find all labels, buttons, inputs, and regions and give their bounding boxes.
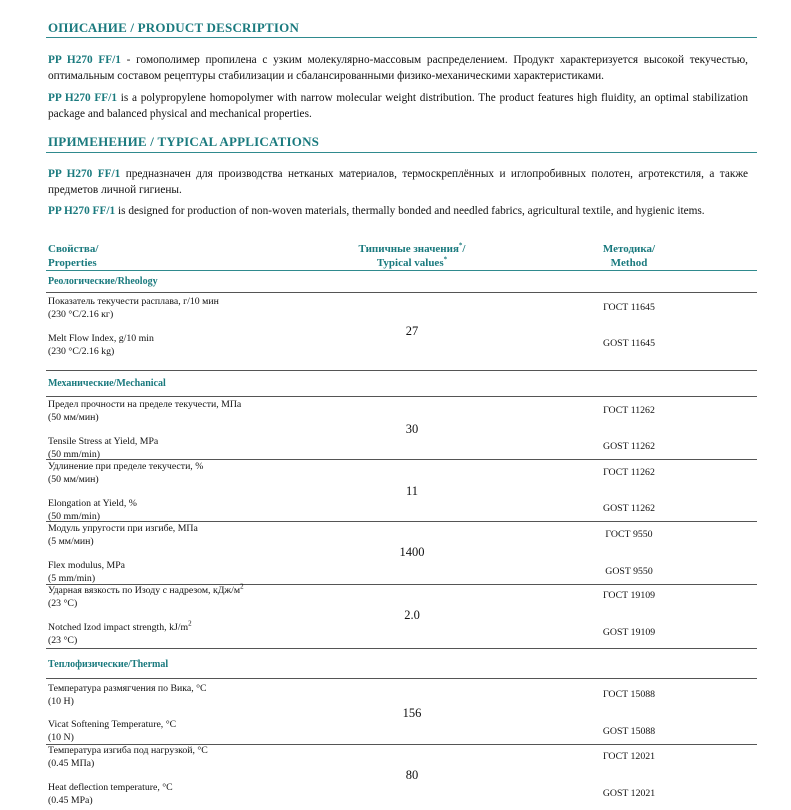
property-en: Vicat Softening Temperature, °С (10 N) (48, 719, 177, 743)
method-en: GOST 9550 (605, 566, 653, 577)
property-ru: Ударная вязкость по Изоду с надрезом, кДж/$м^2$ (23 °С) (48, 582, 244, 609)
group-mechanical: Механические/Mechanical (48, 378, 166, 389)
group-thermal: Теплофизические/Thermal (48, 659, 169, 670)
typical-value: 11 (405, 484, 419, 498)
method-en: GOST 12021 (602, 788, 656, 799)
typical-value: 2.0 (404, 608, 420, 622)
property-en: Notched Izod impact strength, $kJ/m^2$ (23 °С) (48, 619, 192, 646)
property-ru: Удлинение при пределе текучести, % (50 мм/мин) (48, 461, 204, 485)
method-en: GOST 11262 (603, 441, 655, 452)
product-name: PP H270 FF/1 (48, 205, 116, 217)
applications-divider (46, 152, 757, 153)
applications-heading: ПРИМЕНЕНИЕ / TYPICAL APPLICATIONS (48, 134, 320, 149)
product-name: PP H270 FF/1 (48, 168, 121, 180)
method-ru: ГОСТ 19109 (602, 590, 656, 601)
method-en: GOST 11262 (603, 503, 655, 514)
product-name: PP H270 FF/1 (48, 54, 121, 66)
method-ru: ГОСТ 9550 (605, 529, 653, 540)
property-ru: Температура изгиба под нагрузкой, °С (0.45 МПа) (48, 745, 208, 769)
col-header-method: Методика/ Method (602, 243, 656, 269)
property-ru: Модуль упругости при изгибе, МПа (5 мм/мин) (48, 523, 198, 547)
property-en: Elongation at Yield, % (50 mm/min) (48, 498, 137, 522)
property-ru: Показатель текучести расплава, г/10 мин (230 °С/2.16 кг) (48, 296, 219, 320)
typical-value: 30 (405, 422, 419, 436)
typical-value: 156 (402, 706, 422, 720)
typical-value: 80 (405, 768, 419, 782)
product-name: PP H270 FF/1 (48, 92, 117, 104)
method-ru: ГОСТ 11262 (603, 405, 655, 416)
property-en: Heat deflection temperature, °С (0.45 MPa) (48, 782, 173, 806)
method-en: GOST 15088 (602, 726, 656, 737)
typical-value: 1400 (399, 545, 425, 559)
description-heading: ОПИСАНИЕ / PRODUCT DESCRIPTION (48, 20, 300, 35)
description-ru: PP H270 FF/1 - гомополимер пропилена с узким молекулярно-массовым распределением. Продукт характеризуется высокой текучестью, оптимальным составом рецептуры стабилизации и сбалансированными физико-механическими характеристиками. (48, 54, 748, 82)
applications-en: PP H270 FF/1 is designed for production of non-woven materials, thermally bonded and needled fabrics, agricultural textile, and hygienic items. (48, 205, 705, 217)
typical-value: 27 (405, 324, 419, 338)
method-ru: ГОСТ 12021 (602, 751, 656, 762)
method-ru: ГОСТ 11262 (603, 467, 655, 478)
description-divider (46, 37, 757, 38)
property-en: Tensile Stress at Yield, MPa (50 mm/min) (48, 436, 159, 460)
col-header-typical-values: Типичные значения*/ Typical values* (358, 241, 466, 269)
property-ru: Температура размягчения по Вика, °С (10 Н) (48, 683, 207, 707)
property-en: Melt Flow Index, g/10 min (230 °С/2.16 kg) (48, 333, 154, 357)
method-en: GOST 19109 (602, 627, 656, 638)
table-header-divider (46, 270, 757, 271)
property-ru: Предел прочности на пределе текучести, МПа (50 мм/мин) (48, 399, 242, 423)
description-en: PP H270 FF/1 is a polypropylene homopolymer with narrow molecular weight distribution. The product features high fluidity, an optimal stabilization package and balanced physical and mechanical properties. (48, 92, 748, 120)
col-header-properties: Свойства/ Properties (48, 243, 99, 269)
method-ru: ГОСТ 15088 (602, 689, 656, 700)
method-ru: ГОСТ 11645 (603, 302, 655, 313)
method-en: GOST 11645 (603, 338, 655, 349)
applications-ru: PP H270 FF/1 предназначен для производства нетканых материалов, термоскреплённых и иглопробивных полотен, агротекстиля, а также предметов личной гигиены. (48, 168, 748, 196)
property-en: Flex modulus, MPa (5 mm/min) (48, 560, 126, 584)
group-rheology: Реологические/Rheology (48, 276, 158, 287)
